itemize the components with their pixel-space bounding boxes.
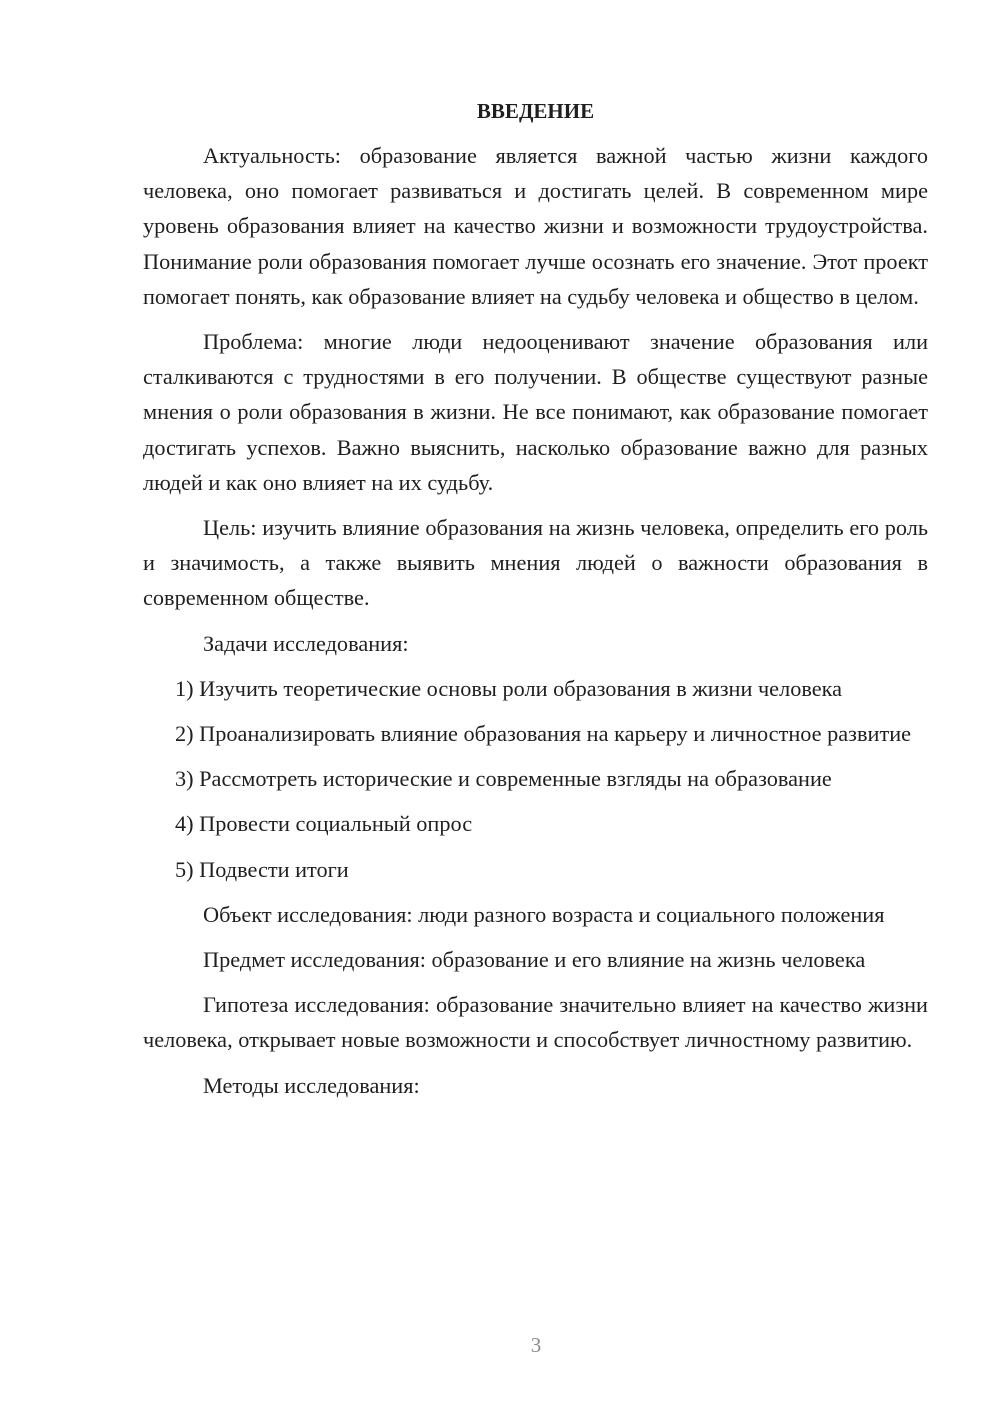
page-content bbox=[143, 96, 928, 1113]
paragraph-subject: Предмет исследования: образование и его влияние на жизнь человека bbox=[203, 947, 866, 973]
task-item-3: 3) Рассмотреть исторические и современные взгляды на образование bbox=[175, 766, 832, 792]
tasks-heading: Задачи исследования: bbox=[203, 630, 409, 656]
paragraph-goal: Цель: изучить влияние образования на жизнь человека, определить его роль и значимость, а также выявить мнения людей о важности образования в современном обществе. bbox=[143, 515, 928, 611]
paragraph-relevance: Актуальность: образование является важной частью жизни каждого человека, оно помогает развиваться и достигать целей. В современном мире уровень образования влияет на качество жизни и возможности трудоустройства. Понимание роли образования помогает лучше осознать его значение. Этот проект помогает понять, как образование влияет на судьбу человека и общество в целом. bbox=[143, 143, 928, 309]
methods-heading: Методы исследования: bbox=[203, 1072, 420, 1098]
task-item-1: 1) Изучить теоретические основы роли образования в жизни человека bbox=[175, 675, 843, 701]
task-item-4: 4) Провести социальный опрос bbox=[175, 811, 473, 837]
section-title: ВВЕДЕНИЕ bbox=[476, 99, 595, 123]
task-item-5: 5) Подвести итоги bbox=[175, 856, 349, 882]
page-number: 3 bbox=[530, 1333, 542, 1357]
paragraph-problem: Проблема: многие люди недооценивают значение образования или сталкиваются с трудностями в его получении. В обществе существуют разные мнения о роли образования в жизни. Не все понимают, как образование помогает достигать успехов. Важно выяснить, насколько образование важно для разных людей и как оно влияет на их судьбу. bbox=[143, 329, 928, 495]
paragraph-object: Объект исследования: люди разного возраста и социального положения bbox=[203, 901, 885, 927]
paragraph-hypothesis: Гипотеза исследования: образование значительно влияет на качество жизни человека, открывает новые возможности и способствует личностному развитию. bbox=[143, 992, 928, 1053]
task-item-2: 2) Проанализировать влияние образования на карьеру и личностное развитие bbox=[175, 721, 912, 747]
